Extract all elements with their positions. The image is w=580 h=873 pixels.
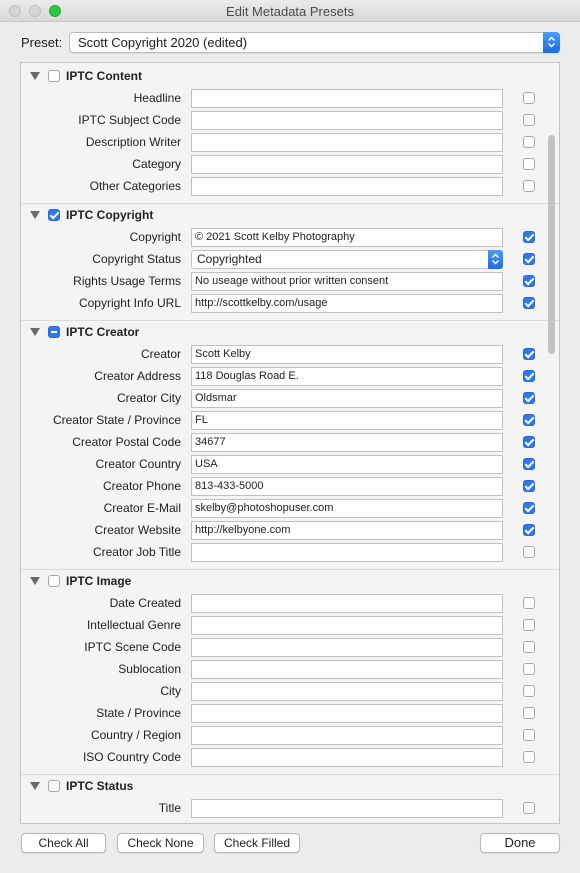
field-label: Creator State / Province <box>52 413 181 427</box>
field-input[interactable]: © 2021 Scott Kelby Photography <box>191 228 503 247</box>
field-label: Rights Usage Terms <box>73 274 181 288</box>
field-label: City <box>160 684 181 698</box>
preset-select[interactable] <box>69 32 560 53</box>
updown-chevron-icon <box>543 32 560 53</box>
field-select-value: Copyrighted <box>197 251 262 266</box>
field-label: Other Categories <box>89 179 181 193</box>
disclosure-triangle-icon[interactable] <box>30 328 40 336</box>
field-label: Creator City <box>116 391 181 405</box>
field-row <box>21 592 559 614</box>
field-row <box>21 109 559 131</box>
field-row <box>21 153 559 175</box>
section-header[interactable] <box>21 775 559 797</box>
field-row <box>21 175 559 197</box>
field-checkbox[interactable] <box>523 92 535 104</box>
field-row <box>21 702 559 724</box>
field-row <box>21 746 559 768</box>
section-header[interactable] <box>21 204 559 226</box>
field-checkbox[interactable] <box>523 546 535 558</box>
preset-row <box>21 31 560 53</box>
disclosure-triangle-icon[interactable] <box>30 211 40 219</box>
field-label: Creator Postal Code <box>72 435 181 449</box>
field-row <box>21 497 559 519</box>
field-row <box>21 541 559 563</box>
field-row <box>21 680 559 702</box>
field-row <box>21 292 559 314</box>
field-label: IPTC Subject Code <box>78 113 181 127</box>
field-input[interactable] <box>191 616 503 635</box>
field-input[interactable]: Oldsmar <box>191 389 503 408</box>
section-checkbox[interactable] <box>48 326 60 338</box>
field-row <box>21 519 559 541</box>
section-checkbox[interactable] <box>48 575 60 587</box>
vertical-scrollbar[interactable] <box>545 63 557 823</box>
section-title: IPTC Content <box>66 69 142 83</box>
section-title: IPTC Creator <box>66 325 140 339</box>
section-iptc-status <box>21 775 559 819</box>
field-checkbox[interactable] <box>523 136 535 148</box>
section-iptc-content <box>21 65 559 204</box>
field-checkbox[interactable] <box>523 392 535 404</box>
field-select[interactable] <box>191 250 503 269</box>
field-checkbox[interactable] <box>523 524 535 536</box>
field-row <box>21 226 559 248</box>
section-title: IPTC Image <box>66 574 132 588</box>
field-label: Creator Country <box>95 457 181 471</box>
field-label: Creator Phone <box>102 479 181 493</box>
field-input[interactable]: USA <box>191 455 503 474</box>
field-label: Intellectual Genre <box>86 618 181 632</box>
field-input[interactable] <box>191 177 503 196</box>
field-input[interactable] <box>191 111 503 130</box>
field-input[interactable] <box>191 704 503 723</box>
field-input[interactable]: skelby@photoshopuser.com <box>191 499 503 518</box>
field-checkbox[interactable] <box>523 458 535 470</box>
field-input[interactable]: 813-433-5000 <box>191 477 503 496</box>
field-label: Creator E-Mail <box>103 501 181 515</box>
field-input[interactable] <box>191 155 503 174</box>
field-label: Country / Region <box>90 728 181 742</box>
field-row <box>21 409 559 431</box>
field-input[interactable] <box>191 748 503 767</box>
field-label: Creator Website <box>94 523 181 537</box>
field-row <box>21 87 559 109</box>
field-input[interactable]: http://scottkelby.com/usage <box>191 294 503 313</box>
field-row <box>21 724 559 746</box>
field-label: Creator Job Title <box>92 545 181 559</box>
field-input[interactable] <box>191 89 503 108</box>
field-input[interactable] <box>191 543 503 562</box>
field-input[interactable]: FL <box>191 411 503 430</box>
field-label: Copyright Info URL <box>78 296 181 310</box>
disclosure-triangle-icon[interactable] <box>30 577 40 585</box>
check-filled-button[interactable]: Check Filled <box>214 833 300 853</box>
field-row <box>21 131 559 153</box>
field-checkbox[interactable] <box>523 619 535 631</box>
field-input[interactable] <box>191 594 503 613</box>
field-checkbox[interactable] <box>523 158 535 170</box>
section-iptc-creator <box>21 321 559 570</box>
field-input[interactable]: http://kelbyone.com <box>191 521 503 540</box>
updown-chevron-icon <box>488 250 503 269</box>
field-input[interactable] <box>191 638 503 657</box>
field-label: Creator <box>140 347 181 361</box>
field-input[interactable]: No useage without prior written consent <box>191 272 503 291</box>
window-title: Edit Metadata Presets <box>226 4 354 19</box>
field-checkbox[interactable] <box>523 436 535 448</box>
section-title: IPTC Copyright <box>66 208 154 222</box>
field-label: State / Province <box>96 706 181 720</box>
field-input[interactable]: 34677 <box>191 433 503 452</box>
field-checkbox[interactable] <box>523 729 535 741</box>
field-checkbox[interactable] <box>523 685 535 697</box>
section-iptc-image <box>21 570 559 775</box>
field-checkbox[interactable] <box>523 348 535 360</box>
field-row <box>21 387 559 409</box>
field-row <box>21 343 559 365</box>
section-checkbox[interactable] <box>48 70 60 82</box>
check-all-button[interactable]: Check All <box>21 833 106 853</box>
field-label: Sublocation <box>118 662 181 676</box>
field-checkbox[interactable] <box>523 663 535 675</box>
title-bar <box>0 0 580 22</box>
field-checkbox[interactable] <box>523 502 535 514</box>
field-checkbox[interactable] <box>523 114 535 126</box>
disclosure-triangle-icon[interactable] <box>30 782 40 790</box>
section-header[interactable] <box>21 321 559 343</box>
field-checkbox[interactable] <box>523 275 535 287</box>
field-checkbox[interactable] <box>523 597 535 609</box>
field-checkbox[interactable] <box>523 253 535 265</box>
field-input[interactable] <box>191 682 503 701</box>
field-row <box>21 365 559 387</box>
section-checkbox[interactable] <box>48 780 60 792</box>
field-label: Headline <box>133 91 181 105</box>
preset-select-value: Scott Copyright 2020 (edited) <box>78 34 248 50</box>
field-checkbox[interactable] <box>523 231 535 243</box>
section-checkbox[interactable] <box>48 209 60 221</box>
field-row <box>21 453 559 475</box>
field-input[interactable] <box>191 726 503 745</box>
field-checkbox[interactable] <box>523 414 535 426</box>
field-row <box>21 475 559 497</box>
field-input[interactable]: Scott Kelby <box>191 345 503 364</box>
section-title: IPTC Status <box>66 779 134 793</box>
field-label: Title <box>158 801 181 815</box>
field-row <box>21 636 559 658</box>
section-header[interactable] <box>21 570 559 592</box>
field-checkbox[interactable] <box>523 480 535 492</box>
metadata-fields-panel[interactable] <box>20 62 560 824</box>
field-input[interactable] <box>191 660 503 679</box>
field-input[interactable] <box>191 799 503 818</box>
field-checkbox[interactable] <box>523 707 535 719</box>
field-checkbox[interactable] <box>523 641 535 653</box>
field-checkbox[interactable] <box>523 297 535 309</box>
field-row <box>21 248 559 270</box>
done-button[interactable]: Done <box>480 833 560 853</box>
field-input[interactable]: 118 Douglas Road E. <box>191 367 503 386</box>
scrollbar-thumb[interactable] <box>548 135 555 354</box>
field-row <box>21 270 559 292</box>
field-label: Description Writer <box>85 135 181 149</box>
field-label: ISO Country Code <box>82 750 181 764</box>
disclosure-triangle-icon[interactable] <box>30 72 40 80</box>
field-label: Creator Address <box>94 369 181 383</box>
section-header[interactable] <box>21 65 559 87</box>
check-none-button[interactable]: Check None <box>117 833 204 853</box>
field-row <box>21 431 559 453</box>
field-label: Date Created <box>109 596 181 610</box>
field-label: Copyright Status <box>92 252 181 266</box>
field-checkbox[interactable] <box>523 802 535 814</box>
field-label: Copyright <box>129 230 181 244</box>
field-row <box>21 614 559 636</box>
section-iptc-copyright <box>21 204 559 321</box>
field-checkbox[interactable] <box>523 180 535 192</box>
preset-label: Preset: <box>21 34 63 50</box>
field-checkbox[interactable] <box>523 370 535 382</box>
field-input[interactable] <box>191 133 503 152</box>
field-row <box>21 658 559 680</box>
field-row <box>21 797 559 819</box>
field-checkbox[interactable] <box>523 751 535 763</box>
field-label: IPTC Scene Code <box>84 640 181 654</box>
field-label: Category <box>132 157 181 171</box>
